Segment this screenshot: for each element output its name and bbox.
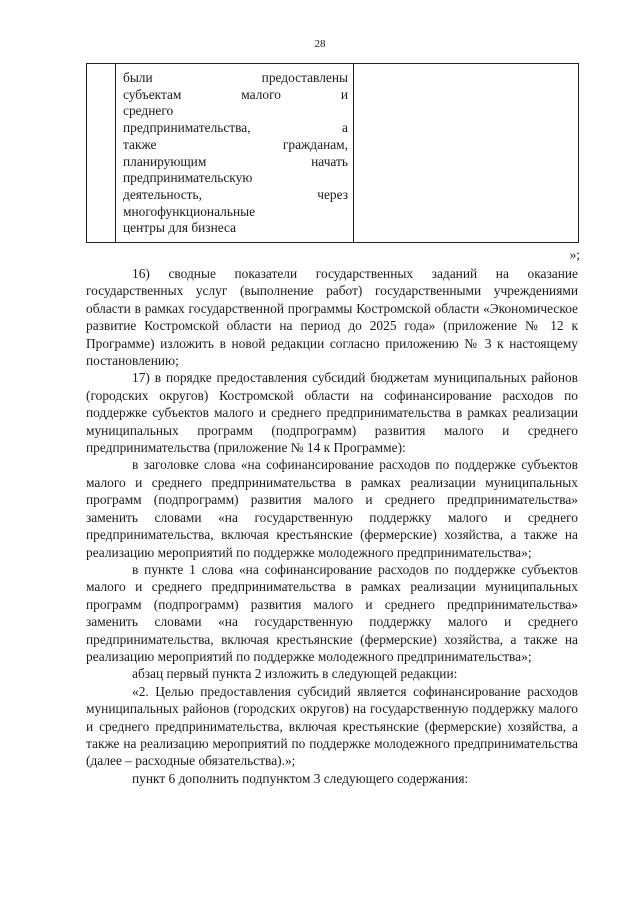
- document-body: [86, 265, 578, 787]
- table-cell-line: также гражданам,: [123, 136, 348, 152]
- paragraph: пункт 6 дополнить подпунктом 3 следующего содержания:: [132, 770, 469, 786]
- table-cell-line: деятельность, через: [123, 186, 348, 202]
- paragraph: 16) сводные показатели государственных заданий на оказание государственных услуг (выполнение работ) государственными учреждениями области в рамках государственной программы Костромской области «Экономическое развитие Костромской области на период до 2025 года» (приложение № 12 к Программе) изложить в новой редакции согласно приложению № 3 к настоящему постановлению;: [86, 266, 578, 369]
- table-column-divider: [353, 64, 354, 242]
- paragraph: «2. Целью предоставления субсидий является софинансирование расходов муниципальных районов (городских округов) на государственную поддержку малого и среднего предпринимательства, включая крестьянские (фермерские) хозяйства, а также на реализацию мероприятий по поддержке молодежного предпринимательства (далее – расходные обязательства).»;: [86, 683, 578, 769]
- table-cell-text: [123, 70, 348, 237]
- closing-quote: »;: [569, 247, 580, 262]
- table-cell-line: предпринимательскую: [123, 170, 253, 186]
- paragraph: 17) в порядке предоставления субсидий бюджетам муниципальных районов (городских округов) Костромской области на софинансирование расходов по поддержке субъектов малого и среднего предпринимательства в рамках реализации муниципальных программ (подпрограмм) развития малого и среднего предпринимательства (приложение № 14 к Программе):: [86, 370, 578, 456]
- table-cell-line: планирующим начать: [123, 153, 348, 169]
- paragraph: абзац первый пункта 2 изложить в следующей редакции:: [132, 666, 458, 682]
- table-column-divider: [115, 64, 116, 242]
- table-cell-line: центры для бизнеса: [123, 220, 237, 236]
- page-number: 28: [314, 38, 326, 50]
- table-cell-line: многофункциональные: [123, 203, 256, 219]
- table-cell-line: субъектам малого и: [123, 86, 348, 102]
- paragraph: в заголовке слова «на софинансирование расходов по поддержке субъектов малого и среднего предпринимательства в рамках реализации муниципальных программ (подпрограмм) развития малого и среднего предпринимательства» заменить словами «на государственную поддержку малого и среднего предпринимательства, включая крестьянские (фермерские) хозяйства, а также на реализацию мероприятий по поддержке молодежного предпринимательства»;: [86, 457, 578, 560]
- table-cell-line: предпринимательства, а: [123, 120, 348, 136]
- table-fragment: [86, 63, 579, 243]
- table-cell-line: среднего: [123, 103, 174, 119]
- paragraph: в пункте 1 слова «на софинансирование расходов по поддержке субъектов малого и среднего предпринимательства в рамках реализации муниципальных программ (подпрограмм) развития малого и среднего предпринимательства» заменить словами «на государственную поддержку малого и среднего предпринимательства, включая крестьянские (фермерские) хозяйства, а также на реализацию мероприятий по поддержке молодежного предпринимательства»;: [86, 561, 578, 664]
- table-cell-line: были предоставлены: [123, 70, 348, 85]
